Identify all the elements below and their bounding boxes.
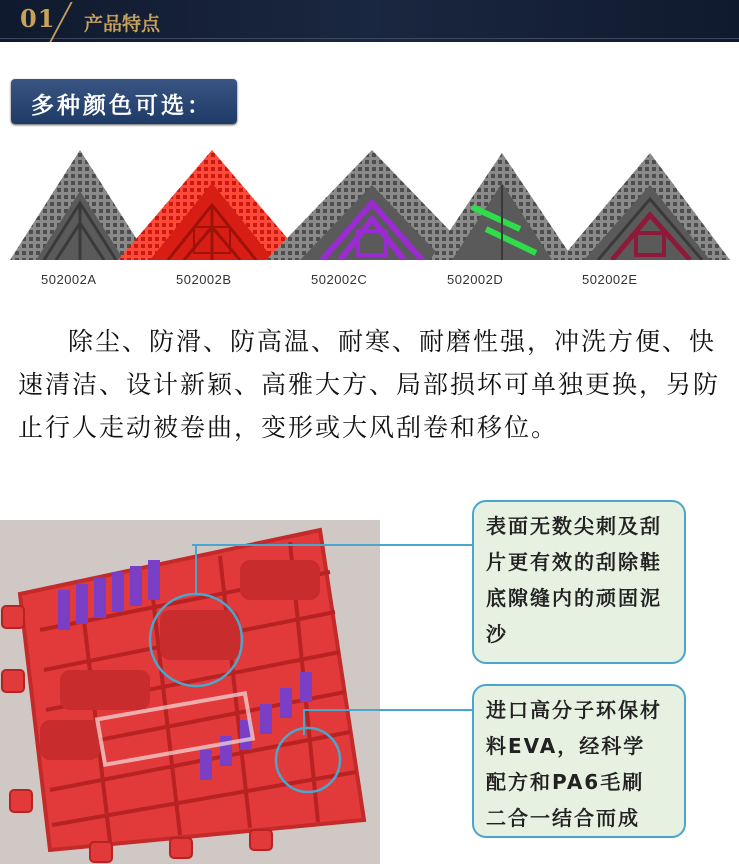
section-title: 产品特点 (84, 13, 161, 35)
product-code-b: 502002B (176, 272, 232, 287)
product-code-e: 502002E (582, 272, 638, 287)
product-code-c: 502002C (311, 272, 368, 287)
description-text: 除尘、防滑、防高温、耐寒、耐磨性强，冲洗方便、快速清洁、设计新颖、高雅大方、局部损坏可单独更换，另防止行人走动被卷曲，变形或大风刮卷和移位。 (18, 327, 721, 442)
callout-material (472, 684, 686, 838)
callout-spikes-text: 表面无数尖刺及刮片更有效的刮除鞋底隙缝内的顽固泥沙 (486, 514, 662, 646)
section-number: 01 (20, 4, 56, 33)
product-code-d: 502002D (447, 272, 504, 287)
product-code-a: 502002A (41, 272, 97, 287)
badge-label: 多种颜色可选： (31, 93, 213, 119)
callout-material-text: 进口高分子环保材料EVA，经科学配方和PA6毛刷二合一结合而成 (486, 698, 662, 830)
callout-spikes (472, 500, 686, 664)
